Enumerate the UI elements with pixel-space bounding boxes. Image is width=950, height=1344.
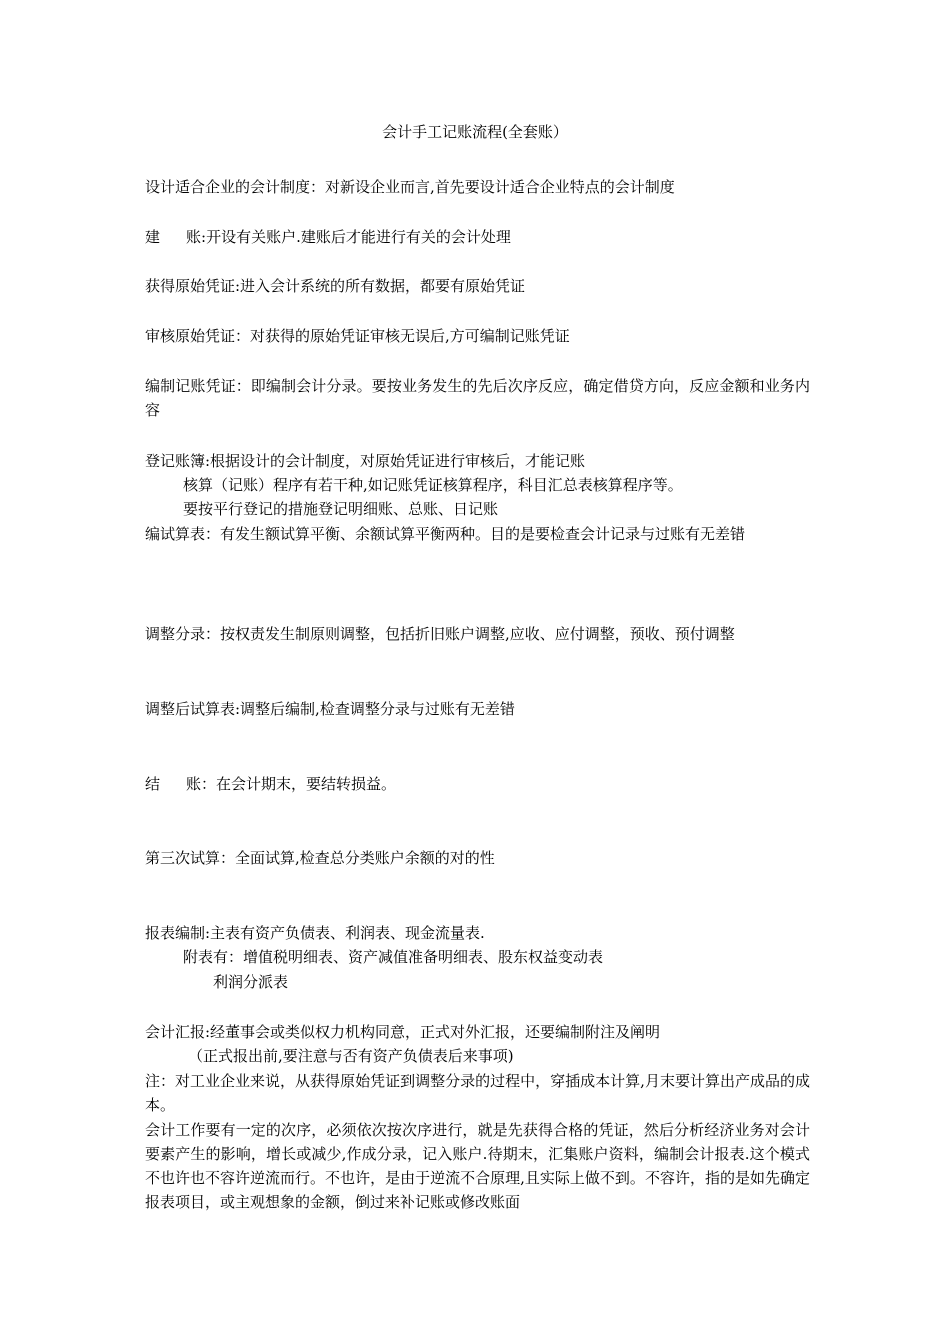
text-fragment: 建 <box>145 228 161 246</box>
text-line-subsequent-events: （正式报出前,要注意与否有资产负债表后来事项) <box>188 1047 514 1065</box>
text-paragraph-prepare-vouchers: 编制记账凭证：即编制会计分录。要按业务发生的先后次序反应，确定借贷方向，反应金额和业务内容 <box>145 377 810 419</box>
text-line-statements: 报表编制:主表有资产负债表、利润表、现金流量表. <box>145 924 485 942</box>
text-paragraph-sequence: 会计工作要有一定的次序，必须依次按次序进行，就是先获得合格的凭证，然后分析经济业务对会计要素产生的影响，增长或减少,作成分录，记入账户.待期末，汇集账户资料，编制会计报表.这个模式不也许也不容许逆流而行。不也许，是由于逆流不合原理,且实际上做不到。不容许，指的是如先确定报表项目，或主观想象的金额，倒过来补记账或修改账面 <box>145 1121 810 1211</box>
text-line-adjusting-entries: 调整分录：按权责发生制原则调整，包括折旧账户调整,应收、应付调整，预收、预付调整 <box>145 625 735 643</box>
text-line-schedules: 附表有：增值税明细表、资产减值准备明细表、股东权益变动表 <box>183 948 604 966</box>
text-line-adjusted-trial-balance: 调整后试算表:调整后编制,检查调整分录与过账有无差错 <box>145 700 515 718</box>
text-line-ledger: 登记账簿:根据设计的会计制度，对原始凭证进行审核后，才能记账 <box>145 452 586 470</box>
text-fragment: 账:开设有关账户.建账后才能进行有关的会计处理 <box>186 228 511 246</box>
text-line-setup-accounts <box>145 225 810 249</box>
text-line-reporting: 会计汇报:经董事会或类似权力机构同意，正式对外汇报，还要编制附注及阐明 <box>145 1023 661 1041</box>
text-fragment: 账：在会计期末，要结转损益。 <box>186 775 397 793</box>
text-line-closing <box>145 772 810 796</box>
text-paragraph-trial-balance: 编试算表：有发生额试算平衡、余额试算平衡两种。目的是要检查会计记录与过账有无差错 <box>145 525 746 543</box>
document-title: 会计手工记账流程(全套账） <box>382 123 568 141</box>
text-fragment: 结 <box>145 775 161 793</box>
text-line-original-vouchers: 获得原始凭证:进入会计系统的所有数据，都要有原始凭证 <box>145 277 526 295</box>
text-paragraph-note: 注：对工业企业来说，从获得原始凭证到调整分录的过程中，穿插成本计算,月末要计算出产成品的成本。 <box>145 1072 810 1114</box>
text-line-parallel-posting: 要按平行登记的措施登记明细账、总账、日记账 <box>183 500 499 518</box>
text-line-review-vouchers: 审核原始凭证：对获得的原始凭证审核无误后,方可编制记账凭证 <box>145 327 570 345</box>
text-line-accounting-system: 设计适合企业的会计制度：对新设企业而言,首先要设计适合企业特点的会计制度 <box>145 178 675 196</box>
text-line-procedures: 核算（记账）程序有若干种,如记账凭证核算程序，科目汇总表核算程序等。 <box>183 476 683 494</box>
text-line-profit-distribution: 利润分派表 <box>213 973 289 991</box>
text-line-third-trial: 第三次试算：全面试算,检查总分类账户余额的对的性 <box>145 849 495 867</box>
